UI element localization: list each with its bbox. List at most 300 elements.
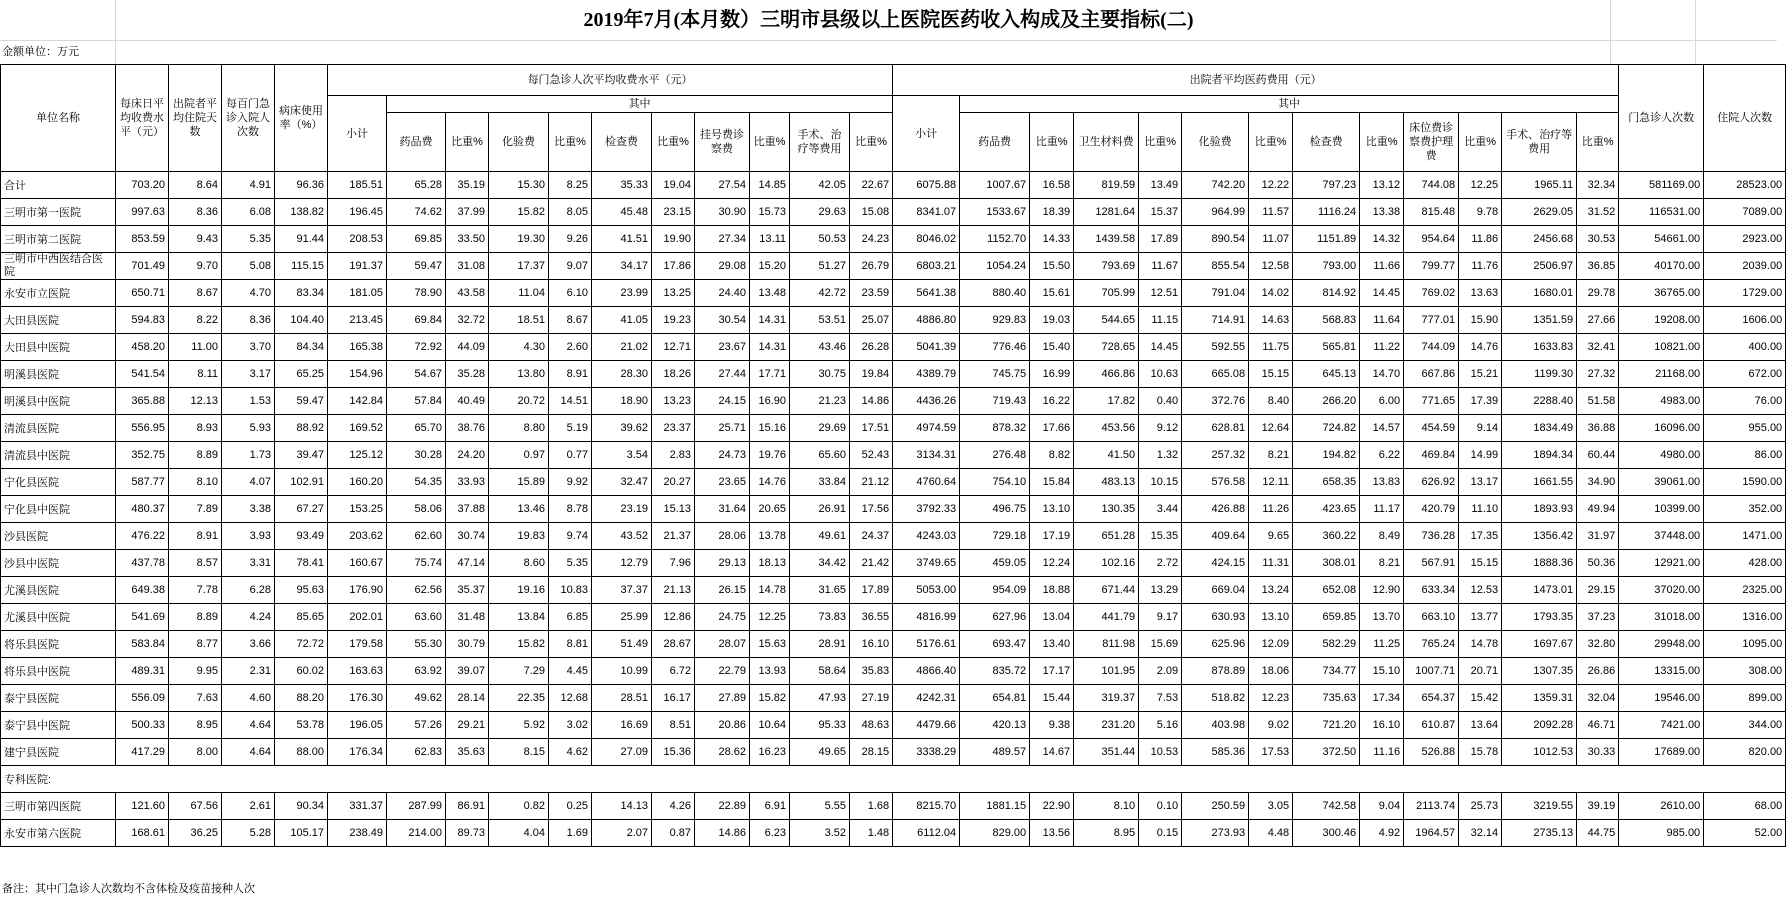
cell-value[interactable]: 610.87 bbox=[1404, 712, 1459, 739]
cell-value[interactable]: 556.09 bbox=[116, 685, 169, 712]
cell-value[interactable]: 581169.00 bbox=[1619, 172, 1704, 199]
cell-value[interactable]: 1.73 bbox=[222, 442, 275, 469]
cell-value[interactable]: 8.51 bbox=[652, 712, 695, 739]
cell-value[interactable]: 37448.00 bbox=[1619, 523, 1704, 550]
cell-value[interactable]: 2610.00 bbox=[1619, 793, 1704, 820]
cell-value[interactable]: 13.12 bbox=[1360, 172, 1404, 199]
cell-value[interactable]: 8.89 bbox=[169, 604, 222, 631]
cell-value[interactable]: 650.71 bbox=[116, 280, 169, 307]
cell-value[interactable]: 15.82 bbox=[489, 199, 549, 226]
cell-value[interactable]: 12.25 bbox=[750, 604, 790, 631]
cell-value[interactable]: 5176.61 bbox=[893, 631, 960, 658]
cell-value[interactable]: 1964.57 bbox=[1404, 820, 1459, 847]
cell-value[interactable]: 4.26 bbox=[652, 793, 695, 820]
cell-value[interactable]: 594.83 bbox=[116, 307, 169, 334]
cell-value[interactable]: 651.28 bbox=[1074, 523, 1139, 550]
cell-value[interactable]: 8.91 bbox=[549, 361, 592, 388]
cell-value[interactable]: 10.63 bbox=[1139, 361, 1182, 388]
cell-value[interactable]: 23.67 bbox=[695, 334, 750, 361]
cell-value[interactable]: 890.54 bbox=[1182, 226, 1249, 253]
cell-value[interactable]: 14.45 bbox=[1139, 334, 1182, 361]
cell-value[interactable]: 319.37 bbox=[1074, 685, 1139, 712]
cell-value[interactable]: 3.17 bbox=[222, 361, 275, 388]
cell-value[interactable]: 1007.71 bbox=[1404, 658, 1459, 685]
cell-value[interactable]: 878.32 bbox=[960, 415, 1030, 442]
cell-value[interactable]: 1316.00 bbox=[1704, 604, 1786, 631]
cell-value[interactable]: 26.86 bbox=[1577, 658, 1619, 685]
cell-value[interactable]: 10.83 bbox=[549, 577, 592, 604]
cell-value[interactable]: 489.57 bbox=[960, 739, 1030, 766]
cell-unit-name[interactable]: 尤溪县中医院 bbox=[1, 604, 116, 631]
cell-value[interactable]: 458.20 bbox=[116, 334, 169, 361]
cell-value[interactable]: 15.21 bbox=[1459, 361, 1502, 388]
cell-value[interactable]: 12.22 bbox=[1249, 172, 1293, 199]
cell-value[interactable]: 12.90 bbox=[1360, 577, 1404, 604]
cell-value[interactable]: 1007.67 bbox=[960, 172, 1030, 199]
cell-value[interactable]: 1199.30 bbox=[1502, 361, 1577, 388]
cell-value[interactable]: 372.76 bbox=[1182, 388, 1249, 415]
cell-value[interactable]: 627.96 bbox=[960, 604, 1030, 631]
cell-value[interactable]: 424.15 bbox=[1182, 550, 1249, 577]
cell-value[interactable]: 9.70 bbox=[169, 253, 222, 280]
cell-value[interactable]: 4.70 bbox=[222, 280, 275, 307]
cell-value[interactable]: 9.04 bbox=[1360, 793, 1404, 820]
cell-value[interactable]: 19.03 bbox=[1030, 307, 1074, 334]
cell-value[interactable]: 652.08 bbox=[1293, 577, 1360, 604]
cell-value[interactable]: 585.36 bbox=[1182, 739, 1249, 766]
cell-value[interactable]: 15.15 bbox=[1459, 550, 1502, 577]
cell-value[interactable]: 18.13 bbox=[750, 550, 790, 577]
cell-value[interactable]: 138.82 bbox=[275, 199, 328, 226]
cell-value[interactable]: 31.64 bbox=[695, 496, 750, 523]
cell-value[interactable]: 14.86 bbox=[850, 388, 893, 415]
cell-value[interactable]: 27.34 bbox=[695, 226, 750, 253]
cell-value[interactable]: 78.90 bbox=[387, 280, 446, 307]
cell-value[interactable]: 19.30 bbox=[489, 226, 549, 253]
cell-value[interactable]: 19208.00 bbox=[1619, 307, 1704, 334]
cell-value[interactable]: 308.01 bbox=[1293, 550, 1360, 577]
cell-unit-name[interactable]: 沙县医院 bbox=[1, 523, 116, 550]
cell-value[interactable]: 5.19 bbox=[549, 415, 592, 442]
cell-value[interactable]: 266.20 bbox=[1293, 388, 1360, 415]
cell-value[interactable]: 14.51 bbox=[549, 388, 592, 415]
cell-value[interactable]: 44.75 bbox=[1577, 820, 1619, 847]
cell-value[interactable]: 191.37 bbox=[328, 253, 387, 280]
cell-unit-name[interactable]: 尤溪县医院 bbox=[1, 577, 116, 604]
cell-value[interactable]: 765.24 bbox=[1404, 631, 1459, 658]
cell-unit-name[interactable]: 宁化县医院 bbox=[1, 469, 116, 496]
cell-value[interactable]: 176.90 bbox=[328, 577, 387, 604]
cell-value[interactable]: 14.78 bbox=[1459, 631, 1502, 658]
cell-value[interactable]: 13.49 bbox=[1139, 172, 1182, 199]
cell-value[interactable]: 5041.39 bbox=[893, 334, 960, 361]
cell-value[interactable]: 8.80 bbox=[489, 415, 549, 442]
cell-value[interactable]: 14.78 bbox=[750, 577, 790, 604]
cell-value[interactable]: 17.82 bbox=[1074, 388, 1139, 415]
cell-value[interactable]: 734.77 bbox=[1293, 658, 1360, 685]
cell-value[interactable]: 65.28 bbox=[387, 172, 446, 199]
cell-value[interactable]: 13.24 bbox=[1249, 577, 1293, 604]
cell-value[interactable]: 541.54 bbox=[116, 361, 169, 388]
cell-value[interactable]: 735.63 bbox=[1293, 685, 1360, 712]
cell-value[interactable]: 793.69 bbox=[1074, 253, 1139, 280]
cell-value[interactable]: 1054.24 bbox=[960, 253, 1030, 280]
cell-value[interactable]: 0.15 bbox=[1139, 820, 1182, 847]
cell-value[interactable]: 4.91 bbox=[222, 172, 275, 199]
cell-value[interactable]: 196.05 bbox=[328, 712, 387, 739]
cell-value[interactable]: 19.83 bbox=[489, 523, 549, 550]
cell-value[interactable]: 16.17 bbox=[652, 685, 695, 712]
cell-value[interactable]: 9.26 bbox=[549, 226, 592, 253]
cell-value[interactable]: 1012.53 bbox=[1502, 739, 1577, 766]
cell-value[interactable]: 4.64 bbox=[222, 739, 275, 766]
cell-value[interactable]: 31.52 bbox=[1577, 199, 1619, 226]
cell-value[interactable]: 1697.67 bbox=[1502, 631, 1577, 658]
cell-value[interactable]: 96.36 bbox=[275, 172, 328, 199]
cell-value[interactable]: 15.10 bbox=[1360, 658, 1404, 685]
cell-value[interactable]: 19.23 bbox=[652, 307, 695, 334]
cell-value[interactable]: 11.15 bbox=[1139, 307, 1182, 334]
cell-value[interactable]: 121.60 bbox=[116, 793, 169, 820]
cell-value[interactable]: 8.95 bbox=[1074, 820, 1139, 847]
cell-value[interactable]: 7.96 bbox=[652, 550, 695, 577]
cell-value[interactable]: 2325.00 bbox=[1704, 577, 1786, 604]
cell-value[interactable]: 59.47 bbox=[275, 388, 328, 415]
cell-value[interactable]: 49.62 bbox=[387, 685, 446, 712]
cell-value[interactable]: 420.79 bbox=[1404, 496, 1459, 523]
cell-value[interactable]: 214.00 bbox=[387, 820, 446, 847]
cell-unit-name[interactable]: 沙县中医院 bbox=[1, 550, 116, 577]
cell-value[interactable]: 17.71 bbox=[750, 361, 790, 388]
cell-value[interactable]: 14.99 bbox=[1459, 442, 1502, 469]
cell-value[interactable]: 28.30 bbox=[592, 361, 652, 388]
cell-value[interactable]: 1359.31 bbox=[1502, 685, 1577, 712]
cell-value[interactable]: 78.41 bbox=[275, 550, 328, 577]
cell-value[interactable]: 17.89 bbox=[1139, 226, 1182, 253]
cell-value[interactable]: 30.28 bbox=[387, 442, 446, 469]
cell-value[interactable]: 30.79 bbox=[446, 631, 489, 658]
cell-value[interactable]: 54661.00 bbox=[1619, 226, 1704, 253]
cell-value[interactable]: 2506.97 bbox=[1502, 253, 1577, 280]
cell-value[interactable]: 3749.65 bbox=[893, 550, 960, 577]
cell-value[interactable]: 33.50 bbox=[446, 226, 489, 253]
cell-value[interactable]: 37.23 bbox=[1577, 604, 1619, 631]
cell-value[interactable]: 20.86 bbox=[695, 712, 750, 739]
cell-value[interactable]: 27.32 bbox=[1577, 361, 1619, 388]
cell-value[interactable]: 19.90 bbox=[652, 226, 695, 253]
cell-value[interactable]: 28.51 bbox=[592, 685, 652, 712]
cell-value[interactable]: 14.76 bbox=[1459, 334, 1502, 361]
cell-value[interactable]: 4.60 bbox=[222, 685, 275, 712]
cell-value[interactable]: 5.92 bbox=[489, 712, 549, 739]
cell-value[interactable]: 49.61 bbox=[790, 523, 850, 550]
cell-value[interactable]: 13.77 bbox=[1459, 604, 1502, 631]
cell-value[interactable]: 649.38 bbox=[116, 577, 169, 604]
cell-value[interactable]: 1151.89 bbox=[1293, 226, 1360, 253]
cell-value[interactable]: 954.09 bbox=[960, 577, 1030, 604]
cell-value[interactable]: 36.25 bbox=[169, 820, 222, 847]
cell-value[interactable]: 63.92 bbox=[387, 658, 446, 685]
cell-value[interactable]: 9.12 bbox=[1139, 415, 1182, 442]
cell-value[interactable]: 628.81 bbox=[1182, 415, 1249, 442]
cell-value[interactable]: 7.89 bbox=[169, 496, 222, 523]
cell-value[interactable]: 814.92 bbox=[1293, 280, 1360, 307]
cell-value[interactable]: 60.02 bbox=[275, 658, 328, 685]
cell-value[interactable]: 6.23 bbox=[750, 820, 790, 847]
cell-value[interactable]: 853.59 bbox=[116, 226, 169, 253]
cell-value[interactable]: 14.33 bbox=[1030, 226, 1074, 253]
cell-value[interactable]: 351.44 bbox=[1074, 739, 1139, 766]
cell-value[interactable]: 32.41 bbox=[1577, 334, 1619, 361]
cell-value[interactable]: 9.14 bbox=[1459, 415, 1502, 442]
cell-value[interactable]: 83.34 bbox=[275, 280, 328, 307]
cell-value[interactable]: 12.71 bbox=[652, 334, 695, 361]
cell-value[interactable]: 130.35 bbox=[1074, 496, 1139, 523]
cell-value[interactable]: 1661.55 bbox=[1502, 469, 1577, 496]
footnote[interactable]: 备注：其中门急诊人次数均不含体检及疫苗接种人次 bbox=[2, 883, 255, 895]
cell-value[interactable]: 3.66 bbox=[222, 631, 275, 658]
cell-value[interactable]: 203.62 bbox=[328, 523, 387, 550]
cell-value[interactable]: 26.79 bbox=[850, 253, 893, 280]
cell-value[interactable]: 5.08 bbox=[222, 253, 275, 280]
cell-value[interactable]: 42.05 bbox=[790, 172, 850, 199]
cell-value[interactable]: 37.99 bbox=[446, 199, 489, 226]
cell-value[interactable]: 17.37 bbox=[489, 253, 549, 280]
cell-value[interactable]: 4.04 bbox=[489, 820, 549, 847]
cell-value[interactable]: 32.80 bbox=[1577, 631, 1619, 658]
cell-value[interactable]: 26.91 bbox=[790, 496, 850, 523]
cell-value[interactable]: 13.93 bbox=[750, 658, 790, 685]
cell-value[interactable]: 29.13 bbox=[695, 550, 750, 577]
cell-value[interactable]: 13.29 bbox=[1139, 577, 1182, 604]
cell-value[interactable]: 72.92 bbox=[387, 334, 446, 361]
cell-value[interactable]: 797.23 bbox=[1293, 172, 1360, 199]
cell-value[interactable]: 21.12 bbox=[850, 469, 893, 496]
cell-value[interactable]: 90.34 bbox=[275, 793, 328, 820]
cell-value[interactable]: 8.21 bbox=[1249, 442, 1293, 469]
cell-value[interactable]: 426.88 bbox=[1182, 496, 1249, 523]
cell-value[interactable]: 654.37 bbox=[1404, 685, 1459, 712]
cell-value[interactable]: 8.40 bbox=[1249, 388, 1293, 415]
cell-value[interactable]: 1471.00 bbox=[1704, 523, 1786, 550]
cell-value[interactable]: 4242.31 bbox=[893, 685, 960, 712]
cell-value[interactable]: 16096.00 bbox=[1619, 415, 1704, 442]
cell-value[interactable]: 5641.38 bbox=[893, 280, 960, 307]
cell-value[interactable]: 1680.01 bbox=[1502, 280, 1577, 307]
cell-value[interactable]: 28.62 bbox=[695, 739, 750, 766]
cell-value[interactable]: 57.26 bbox=[387, 712, 446, 739]
cell-value[interactable]: 93.49 bbox=[275, 523, 328, 550]
cell-value[interactable]: 26.28 bbox=[850, 334, 893, 361]
cell-value[interactable]: 18.39 bbox=[1030, 199, 1074, 226]
cell-value[interactable]: 541.69 bbox=[116, 604, 169, 631]
cell-value[interactable]: 6.08 bbox=[222, 199, 275, 226]
cell-value[interactable]: 1307.35 bbox=[1502, 658, 1577, 685]
cell-value[interactable]: 28.67 bbox=[652, 631, 695, 658]
cell-value[interactable]: 10.53 bbox=[1139, 739, 1182, 766]
cell-value[interactable]: 31.97 bbox=[1577, 523, 1619, 550]
cell-value[interactable]: 3.93 bbox=[222, 523, 275, 550]
cell-value[interactable]: 86.00 bbox=[1704, 442, 1786, 469]
cell-value[interactable]: 34.17 bbox=[592, 253, 652, 280]
cell-value[interactable]: 8.81 bbox=[549, 631, 592, 658]
cell-value[interactable]: 13.56 bbox=[1030, 820, 1074, 847]
cell-value[interactable]: 22.35 bbox=[489, 685, 549, 712]
special-section-label[interactable]: 专科医院: bbox=[1, 766, 1786, 793]
cell-value[interactable]: 15.69 bbox=[1139, 631, 1182, 658]
cell-value[interactable]: 744.09 bbox=[1404, 334, 1459, 361]
cell-unit-name[interactable]: 三明市第二医院 bbox=[1, 226, 116, 253]
cell-value[interactable]: 39.07 bbox=[446, 658, 489, 685]
cell-value[interactable]: 105.17 bbox=[275, 820, 328, 847]
cell-unit-name[interactable]: 大田县中医院 bbox=[1, 334, 116, 361]
cell-value[interactable]: 4.24 bbox=[222, 604, 275, 631]
cell-unit-name[interactable]: 将乐县医院 bbox=[1, 631, 116, 658]
cell-value[interactable]: 835.72 bbox=[960, 658, 1030, 685]
cell-value[interactable]: 34.90 bbox=[1577, 469, 1619, 496]
cell-value[interactable]: 4886.80 bbox=[893, 307, 960, 334]
cell-value[interactable]: 1473.01 bbox=[1502, 577, 1577, 604]
cell-value[interactable]: 30.53 bbox=[1577, 226, 1619, 253]
cell-value[interactable]: 728.65 bbox=[1074, 334, 1139, 361]
cell-value[interactable]: 11.25 bbox=[1360, 631, 1404, 658]
cell-value[interactable]: 33.93 bbox=[446, 469, 489, 496]
cell-value[interactable]: 526.88 bbox=[1404, 739, 1459, 766]
cell-value[interactable]: 10821.00 bbox=[1619, 334, 1704, 361]
cell-value[interactable]: 672.00 bbox=[1704, 361, 1786, 388]
cell-value[interactable]: 43.46 bbox=[790, 334, 850, 361]
cell-value[interactable]: 403.98 bbox=[1182, 712, 1249, 739]
cell-value[interactable]: 500.33 bbox=[116, 712, 169, 739]
cell-value[interactable]: 13.23 bbox=[652, 388, 695, 415]
cell-value[interactable]: 11.76 bbox=[1459, 253, 1502, 280]
cell-value[interactable]: 420.13 bbox=[960, 712, 1030, 739]
cell-value[interactable]: 39061.00 bbox=[1619, 469, 1704, 496]
cell-value[interactable]: 35.19 bbox=[446, 172, 489, 199]
cell-value[interactable]: 24.15 bbox=[695, 388, 750, 415]
cell-value[interactable]: 12.86 bbox=[652, 604, 695, 631]
cell-value[interactable]: 208.53 bbox=[328, 226, 387, 253]
cell-value[interactable]: 37020.00 bbox=[1619, 577, 1704, 604]
cell-value[interactable]: 30.54 bbox=[695, 307, 750, 334]
cell-value[interactable]: 28.91 bbox=[790, 631, 850, 658]
cell-value[interactable]: 21.02 bbox=[592, 334, 652, 361]
cell-value[interactable]: 37.37 bbox=[592, 577, 652, 604]
cell-value[interactable]: 626.92 bbox=[1404, 469, 1459, 496]
cell-value[interactable]: 745.75 bbox=[960, 361, 1030, 388]
cell-value[interactable]: 32.04 bbox=[1577, 685, 1619, 712]
cell-value[interactable]: 88.00 bbox=[275, 739, 328, 766]
cell-value[interactable]: 67.56 bbox=[169, 793, 222, 820]
cell-value[interactable]: 4.64 bbox=[222, 712, 275, 739]
cell-value[interactable]: 29948.00 bbox=[1619, 631, 1704, 658]
cell-value[interactable]: 62.56 bbox=[387, 577, 446, 604]
cell-value[interactable]: 16.23 bbox=[750, 739, 790, 766]
cell-value[interactable]: 62.83 bbox=[387, 739, 446, 766]
cell-value[interactable]: 15.35 bbox=[1139, 523, 1182, 550]
cell-value[interactable]: 12.68 bbox=[549, 685, 592, 712]
cell-value[interactable]: 630.93 bbox=[1182, 604, 1249, 631]
cell-value[interactable]: 4983.00 bbox=[1619, 388, 1704, 415]
cell-value[interactable]: 32.14 bbox=[1459, 820, 1502, 847]
cell-value[interactable]: 372.50 bbox=[1293, 739, 1360, 766]
cell-value[interactable]: 32.47 bbox=[592, 469, 652, 496]
cell-value[interactable]: 28.07 bbox=[695, 631, 750, 658]
cell-value[interactable]: 11.67 bbox=[1139, 253, 1182, 280]
cell-value[interactable]: 483.13 bbox=[1074, 469, 1139, 496]
cell-value[interactable]: 11.64 bbox=[1360, 307, 1404, 334]
cell-value[interactable]: 12921.00 bbox=[1619, 550, 1704, 577]
cell-value[interactable]: 14.32 bbox=[1360, 226, 1404, 253]
cell-value[interactable]: 9.07 bbox=[549, 253, 592, 280]
cell-value[interactable]: 30.74 bbox=[446, 523, 489, 550]
cell-value[interactable]: 0.77 bbox=[549, 442, 592, 469]
cell-value[interactable]: 693.47 bbox=[960, 631, 1030, 658]
cell-value[interactable]: 20.72 bbox=[489, 388, 549, 415]
cell-value[interactable]: 1888.36 bbox=[1502, 550, 1577, 577]
cell-value[interactable]: 2629.05 bbox=[1502, 199, 1577, 226]
cell-value[interactable]: 744.08 bbox=[1404, 172, 1459, 199]
cell-value[interactable]: 58.64 bbox=[790, 658, 850, 685]
cell-value[interactable]: 777.01 bbox=[1404, 307, 1459, 334]
cell-value[interactable]: 91.44 bbox=[275, 226, 328, 253]
cell-value[interactable]: 8.36 bbox=[169, 199, 222, 226]
cell-value[interactable]: 17.51 bbox=[850, 415, 893, 442]
cell-value[interactable]: 20.27 bbox=[652, 469, 695, 496]
cell-value[interactable]: 12.13 bbox=[169, 388, 222, 415]
cell-value[interactable]: 54.67 bbox=[387, 361, 446, 388]
cell-value[interactable]: 8.67 bbox=[169, 280, 222, 307]
cell-value[interactable]: 15.15 bbox=[1249, 361, 1293, 388]
cell-value[interactable]: 1793.35 bbox=[1502, 604, 1577, 631]
cell-value[interactable]: 14.85 bbox=[750, 172, 790, 199]
cell-value[interactable]: 1356.42 bbox=[1502, 523, 1577, 550]
cell-value[interactable]: 11.00 bbox=[169, 334, 222, 361]
cell-value[interactable]: 104.40 bbox=[275, 307, 328, 334]
cell-value[interactable]: 3.54 bbox=[592, 442, 652, 469]
cell-value[interactable]: 17.89 bbox=[850, 577, 893, 604]
cell-value[interactable]: 16.90 bbox=[750, 388, 790, 415]
cell-value[interactable]: 4.48 bbox=[1249, 820, 1293, 847]
cell-value[interactable]: 53.51 bbox=[790, 307, 850, 334]
cell-value[interactable]: 160.67 bbox=[328, 550, 387, 577]
cell-value[interactable]: 179.58 bbox=[328, 631, 387, 658]
cell-value[interactable]: 1893.93 bbox=[1502, 496, 1577, 523]
cell-value[interactable]: 6112.04 bbox=[893, 820, 960, 847]
cell-value[interactable]: 31.08 bbox=[446, 253, 489, 280]
cell-value[interactable]: 102.16 bbox=[1074, 550, 1139, 577]
cell-value[interactable]: 57.84 bbox=[387, 388, 446, 415]
cell-value[interactable]: 899.00 bbox=[1704, 685, 1786, 712]
cell-value[interactable]: 8.22 bbox=[169, 307, 222, 334]
cell-value[interactable]: 985.00 bbox=[1619, 820, 1704, 847]
cell-value[interactable]: 46.71 bbox=[1577, 712, 1619, 739]
cell-value[interactable]: 17.19 bbox=[1030, 523, 1074, 550]
cell-value[interactable]: 964.99 bbox=[1182, 199, 1249, 226]
cell-value[interactable]: 30.90 bbox=[695, 199, 750, 226]
cell-value[interactable]: 544.65 bbox=[1074, 307, 1139, 334]
cell-value[interactable]: 2.31 bbox=[222, 658, 275, 685]
cell-value[interactable]: 1116.24 bbox=[1293, 199, 1360, 226]
cell-value[interactable]: 5.93 bbox=[222, 415, 275, 442]
cell-value[interactable]: 95.63 bbox=[275, 577, 328, 604]
cell-value[interactable]: 791.04 bbox=[1182, 280, 1249, 307]
cell-value[interactable]: 1439.58 bbox=[1074, 226, 1139, 253]
cell-value[interactable]: 14.02 bbox=[1249, 280, 1293, 307]
cell-value[interactable]: 3.05 bbox=[1249, 793, 1293, 820]
cell-value[interactable]: 22.89 bbox=[695, 793, 750, 820]
cell-value[interactable]: 8.15 bbox=[489, 739, 549, 766]
